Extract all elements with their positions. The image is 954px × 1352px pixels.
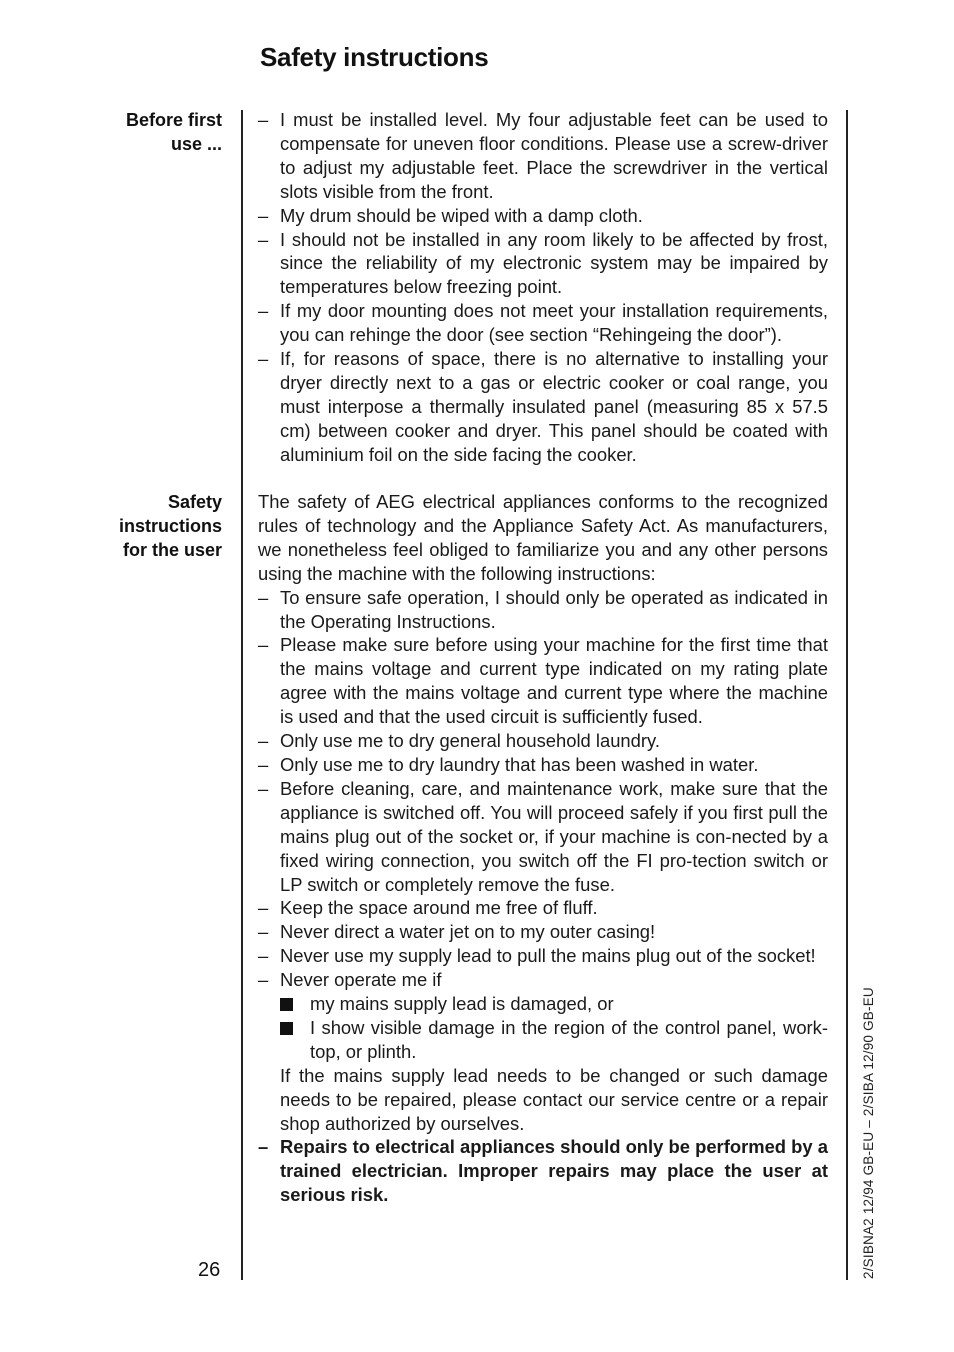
list-item bbox=[258, 729, 828, 753]
warning-item bbox=[258, 1135, 828, 1207]
dash-marker: – bbox=[258, 777, 269, 799]
page-number: 26 bbox=[198, 1259, 221, 1281]
warning-text: Repairs to electrical appliances should only be performed by a trained electrician. Improper repairs may place the user at serious risk. bbox=[280, 1136, 828, 1206]
dash-marker: – bbox=[258, 969, 269, 991]
list-item-text: To ensure safe operation, I should only be operated as indicated in the Operating Instructions. bbox=[280, 586, 828, 632]
right-divider-line bbox=[846, 110, 848, 1280]
list-item-text: Never operate me if bbox=[280, 969, 442, 991]
heading-line: Safety bbox=[167, 492, 222, 512]
dash-marker: – bbox=[258, 730, 269, 752]
safety-instructions-list bbox=[258, 490, 828, 1207]
dash-marker: – bbox=[258, 1136, 269, 1158]
list-item bbox=[258, 299, 828, 347]
list-item bbox=[258, 753, 828, 777]
list-item bbox=[258, 777, 828, 897]
list-item-text: If my door mounting does not meet your installation requirements, you can rehinge the door (see section “Rehingeing the door”). bbox=[280, 300, 828, 346]
list-item-text: Before cleaning, care, and maintenance work, make sure that the appliance is switched off. You will proceed safely if you first pull the mains plug out of the socket or, if your machine is con-nected by a fixed wiring connection, you switch off the FI pro-tection switch or LP switch or completely remove the fuse. bbox=[280, 777, 828, 895]
section-heading-before-first-use bbox=[42, 108, 222, 156]
dash-marker: – bbox=[258, 586, 269, 608]
heading-line: instructions bbox=[118, 516, 222, 536]
dash-marker: – bbox=[258, 753, 269, 775]
list-item-text: Only use me to dry general household laundry. bbox=[280, 730, 660, 752]
heading-line: Before first bbox=[125, 110, 222, 130]
sub-list-item bbox=[258, 1016, 828, 1064]
document-code: 2/SIBNA2 12/94 GB-EU – 2/SIBA 12/90 GB-EU bbox=[861, 987, 876, 1279]
list-item-text: My drum should be wiped with a damp cloth. bbox=[280, 204, 643, 226]
list-item bbox=[258, 228, 828, 300]
square-bullet-icon bbox=[280, 998, 293, 1011]
intro-paragraph: The safety of AEG electrical appliances conforms to the recognized rules of technology and the Appliance Safety Act. As manufacturers, we nonetheless feel obliged to familiarize you and any other persons using the machine with the following instructions: bbox=[258, 491, 828, 584]
sub-list-item bbox=[258, 992, 828, 1016]
left-divider-line bbox=[241, 110, 243, 1280]
heading-line: use ... bbox=[170, 134, 222, 154]
list-item-text: Never direct a water jet on to my outer casing! bbox=[280, 921, 656, 943]
list-item-text: Never use my supply lead to pull the mains plug out of the socket! bbox=[280, 945, 816, 967]
note-paragraph: If the mains supply lead needs to be changed or such damage needs to be repaired, please contact our service centre or a repair shop authorized by ourselves. bbox=[280, 1064, 828, 1134]
sub-list-item-text: I show visible damage in the region of the control panel, work-top, or plinth. bbox=[310, 1016, 828, 1062]
dash-marker: – bbox=[258, 204, 269, 226]
sub-list-item-text: my mains supply lead is damaged, or bbox=[310, 993, 614, 1015]
dash-marker: – bbox=[258, 945, 269, 967]
dash-marker: – bbox=[258, 921, 269, 943]
list-item-text: I must be installed level. My four adjustable feet can be used to compensate for uneven floor conditions. Please use a screw-driver to adjust my adjustable feet. Place the screwdriver in the vertical slots visible from the front. bbox=[280, 109, 828, 202]
dash-marker: – bbox=[258, 348, 269, 370]
list-item-text: I should not be installed in any room likely to be affected by frost, since the reliability of my electronic system may be impaired by temperatures below freezing point. bbox=[280, 228, 828, 298]
list-item bbox=[258, 633, 828, 729]
list-item bbox=[258, 586, 828, 634]
list-item bbox=[258, 944, 828, 968]
before-first-use-list bbox=[258, 108, 828, 467]
list-item-text: Keep the space around me free of fluff. bbox=[280, 897, 598, 919]
dash-marker: – bbox=[258, 897, 269, 919]
list-item bbox=[258, 108, 828, 204]
heading-line: for the user bbox=[122, 540, 222, 560]
section-heading-safety-instructions-for-user bbox=[42, 490, 222, 562]
list-item bbox=[258, 920, 828, 944]
dash-marker: – bbox=[258, 109, 269, 130]
list-item-text: Only use me to dry laundry that has been washed in water. bbox=[280, 753, 759, 775]
list-item bbox=[258, 896, 828, 920]
list-item bbox=[258, 347, 828, 467]
list-item bbox=[258, 968, 828, 992]
dash-marker: – bbox=[258, 634, 269, 656]
list-item-text: If, for reasons of space, there is no alternative to installing your dryer directly next to a gas or electric cooker or coal range, you must interpose a thermally insulated panel (measuring 85 x 57.5 cm) between cooker and dryer. This panel should be coated with aluminium foil on the side facing the cooker. bbox=[280, 348, 828, 465]
dash-marker: – bbox=[258, 228, 269, 250]
page-title: Safety instructions bbox=[260, 42, 489, 72]
dash-marker: – bbox=[258, 300, 269, 322]
list-item-text: Please make sure before using your machine for the first time that the mains voltage and current type indicated on my rating plate agree with the mains voltage and current type where the machine is used and that the used circuit is sufficiently fused. bbox=[280, 634, 828, 728]
list-item bbox=[258, 204, 828, 228]
square-bullet-icon bbox=[280, 1022, 293, 1035]
